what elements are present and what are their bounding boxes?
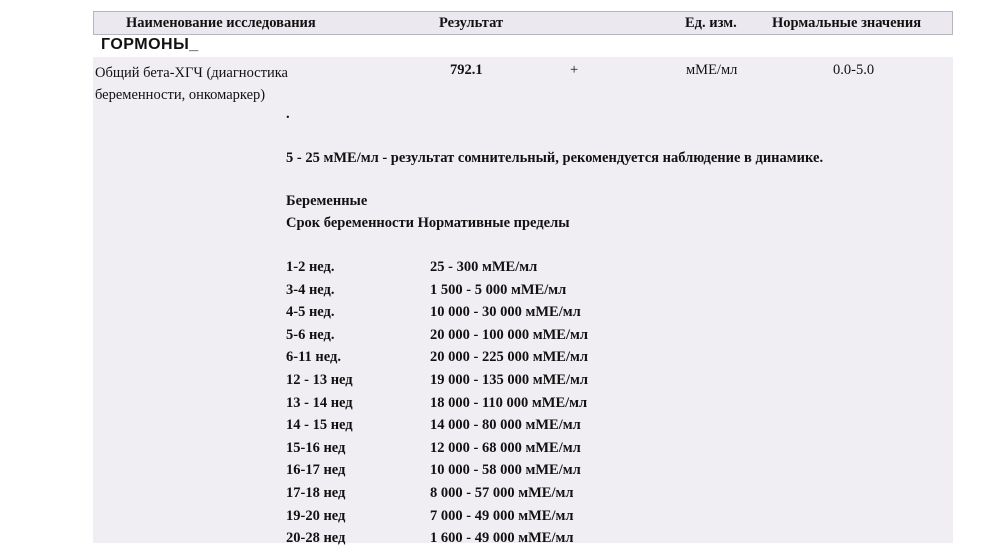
row-range: 10 000 - 58 000 мМЕ/мл [430,462,581,479]
test-unit: мМЕ/мл [686,62,738,78]
table-header [93,11,953,35]
row-range: 1 600 - 49 000 мМЕ/мл [430,530,574,547]
row-term: 19-20 нед [286,507,346,524]
row-term: 14 - 15 нед [286,417,353,434]
header-result: Результат [439,15,504,31]
row-term: 15-16 нед [286,439,346,456]
test-flag: + [570,62,579,78]
row-range: 20 000 - 100 000 мМЕ/мл [430,326,588,343]
row-term: 3-4 нед. [286,281,335,298]
test-result: 792.1 [450,62,483,78]
header-norm: Нормальные значения [772,15,922,31]
header-name: Наименование исследования [126,15,316,31]
row-range: 20 000 - 225 000 мМЕ/мл [430,349,588,366]
pregnant-label: Беременные [286,193,368,209]
row-term: 16-17 нед [286,462,346,479]
row-term: 5-6 нед. [286,326,335,343]
comment-dot: . [286,106,290,122]
row-term: 13 - 14 нед [286,394,353,411]
row-term: 1-2 нед. [286,259,335,275]
norm-table-heading: Срок беременности Нормативные пределы [286,215,570,231]
row-range: 19 000 - 135 000 мМЕ/мл [430,371,588,388]
row-range: 7 000 - 49 000 мМЕ/мл [430,507,574,524]
row-term: 17-18 нед [286,484,346,501]
header-unit: Ед. изм. [685,15,737,31]
row-range: 14 000 - 80 000 мМЕ/мл [430,417,581,434]
test-norm: 0.0-5.0 [833,62,875,78]
row-range: 8 000 - 57 000 мМЕ/мл [430,484,574,501]
row-range: 1 500 - 5 000 мМЕ/мл [430,281,567,298]
row-term: 6-11 нед. [286,349,341,366]
test-name [95,62,355,106]
comment-note: 5 - 25 мМЕ/мл - результат сомнительный, рекомендуется наблюдение в динамике. [286,150,824,166]
row-range: 25 - 300 мМЕ/мл [430,259,538,275]
section-title: ГОРМОНЫ_ [101,36,199,53]
row-range: 10 000 - 30 000 мМЕ/мл [430,304,581,321]
test-name-line1: Общий бета-ХГЧ (диагностика [95,65,288,81]
row-range: 12 000 - 68 000 мМЕ/мл [430,439,581,456]
row-term: 4-5 нед. [286,304,335,321]
row-term: 20-28 нед [286,530,346,547]
row-term: 12 - 13 нед [286,371,353,388]
row-range: 18 000 - 110 000 мМЕ/мл [430,394,588,411]
test-name-line2: беременности, онкомаркер) [95,87,266,103]
